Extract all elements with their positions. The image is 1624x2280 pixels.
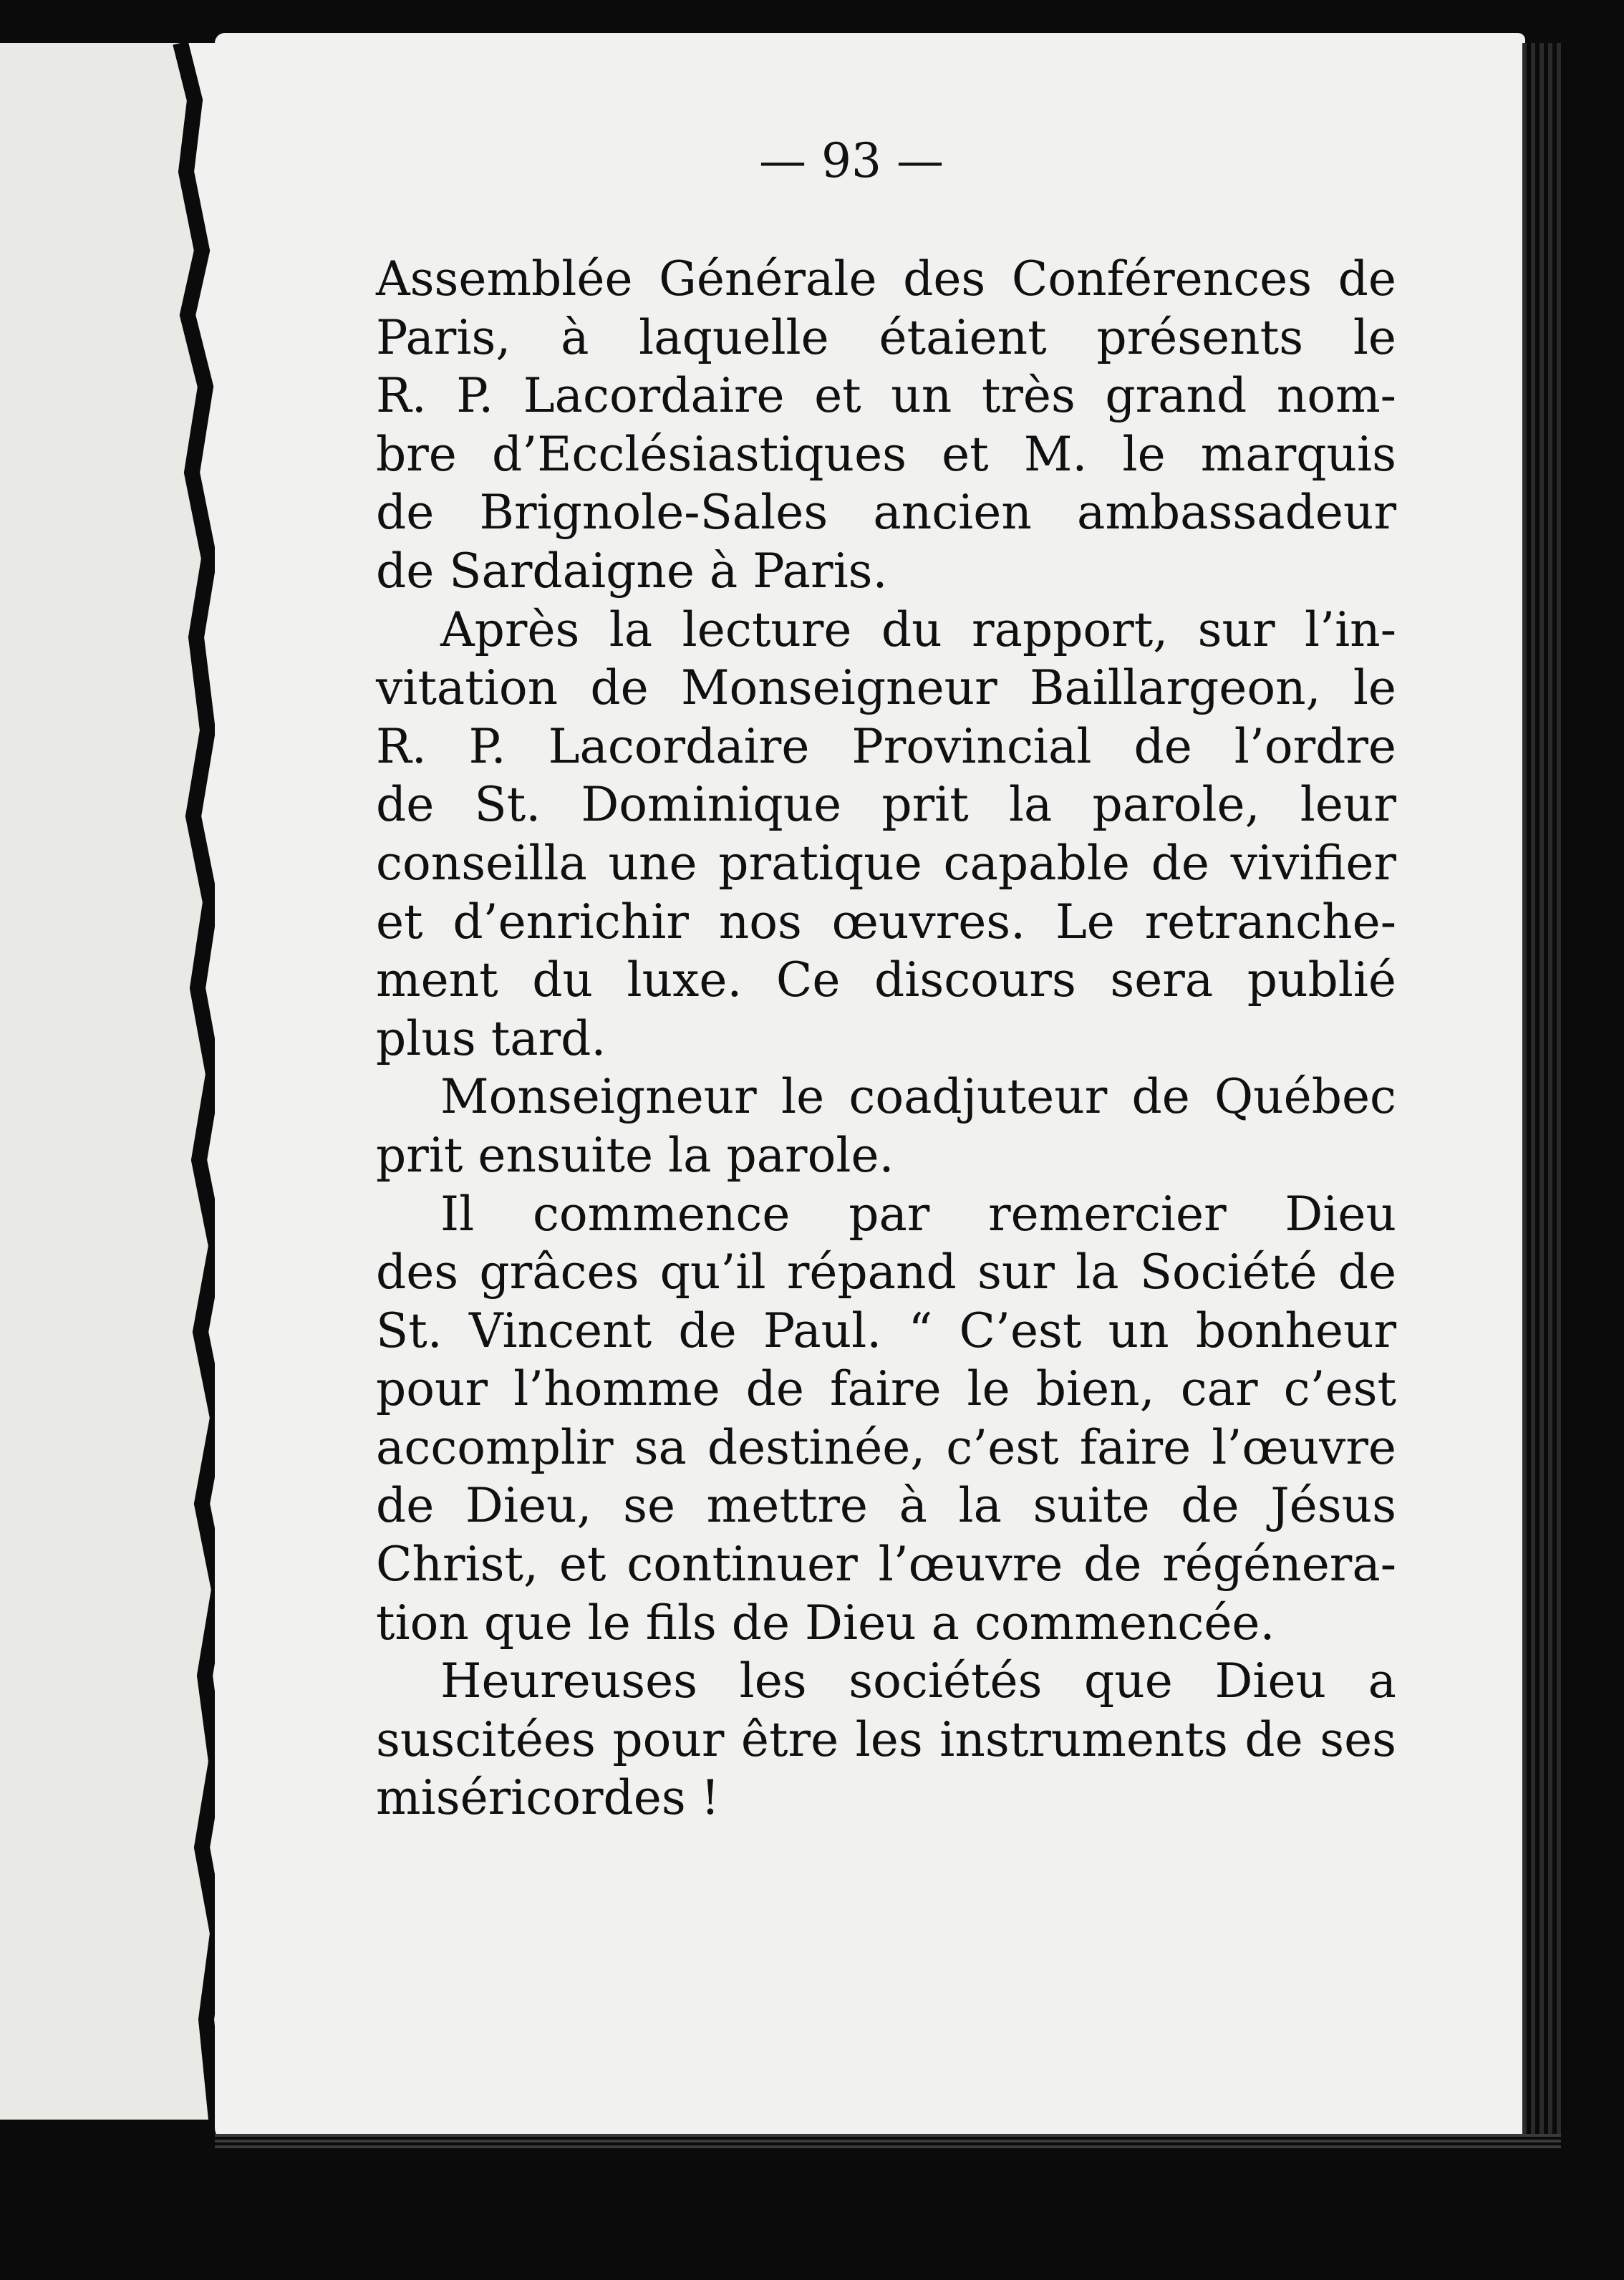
- text-line: Heureuses les sociétés que Dieu a: [440, 1653, 1396, 1709]
- text-line: Christ, et continuer l’œuvre de régénera-: [376, 1537, 1396, 1593]
- text-line: Paris, à laquelle étaient présents le: [376, 309, 1396, 365]
- text-line: tion que le fils de Dieu a commencée.: [376, 1595, 1275, 1651]
- text-line: bre d’Ecclésiastiques et M. le marquis: [376, 426, 1396, 482]
- text-line: de St. Dominique prit la parole, leur: [376, 777, 1396, 833]
- body-text: [376, 250, 1396, 1827]
- text-line: Monseigneur le coadjuteur de Québec: [440, 1069, 1396, 1125]
- text-line: vitation de Monseigneur Baillargeon, le: [376, 660, 1396, 716]
- text-line: de Brignole-Sales ancien ambassadeur: [376, 485, 1396, 541]
- page-number: — 93 —: [759, 133, 944, 188]
- text-line: R. P. Lacordaire et un très grand nom-: [376, 368, 1396, 424]
- text-line: conseilla une pratique capable de vivifier: [376, 835, 1396, 891]
- text-line: plus tard.: [376, 1010, 606, 1066]
- page-edge: [1522, 43, 1565, 2134]
- text-line: Il commence par remercier Dieu: [440, 1186, 1396, 1242]
- text-line: pour l’homme de faire le bien, car c’est: [376, 1361, 1396, 1417]
- text-line: ment du luxe. Ce discours sera publié: [376, 952, 1396, 1008]
- text-line: R. P. Lacordaire Provincial de l’ordre: [376, 718, 1396, 774]
- text-line: des grâces qu’il répand sur la Société de: [376, 1245, 1396, 1300]
- text-line: prit ensuite la parole.: [376, 1127, 894, 1183]
- text-line: St. Vincent de Paul. “ C’est un bonheur: [376, 1303, 1396, 1358]
- text-line: accomplir sa destinée, c’est faire l’œuvre: [376, 1419, 1396, 1475]
- text-line: Après la lecture du rapport, sur l’in-: [440, 602, 1396, 657]
- bottom-page-edge: [215, 2134, 1561, 2148]
- text-line: et d’enrichir nos œuvres. Le retranche-: [376, 894, 1396, 950]
- text-line: Assemblée Générale des Conférences de: [376, 251, 1396, 306]
- text-line: de Dieu, se mettre à la suite de Jésus: [376, 1478, 1396, 1534]
- text-line: de Sardaigne à Paris.: [376, 543, 888, 599]
- text-line: suscitées pour être les instruments de ses: [376, 1711, 1396, 1767]
- text-line: miséricordes !: [376, 1770, 720, 1826]
